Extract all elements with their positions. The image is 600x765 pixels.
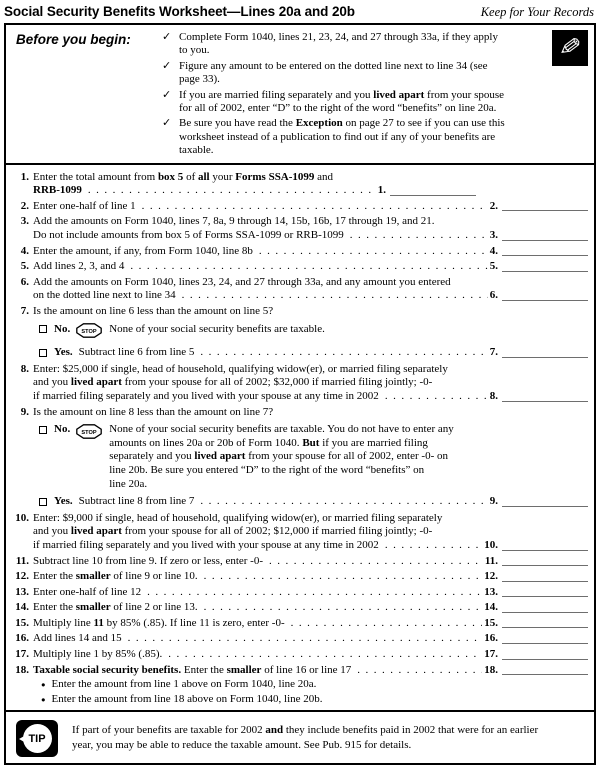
- amount-entry-line[interactable]: [502, 240, 588, 241]
- amount-entry-line[interactable]: [502, 255, 588, 256]
- bullet-text: Enter the amount from line 18 above on Form 1040, line 20b.: [51, 692, 323, 705]
- line-number: 14.: [15, 601, 29, 614]
- dot-leader: [291, 617, 483, 631]
- pencil-icon: ✎: [552, 30, 588, 66]
- item-text: Enter one-half of line 1: [33, 199, 136, 212]
- dot-leader: [269, 555, 483, 569]
- worksheet-line-17: [10, 648, 588, 662]
- entry-row: [33, 289, 588, 303]
- line-body: [33, 305, 588, 361]
- line-body: [33, 245, 588, 259]
- dot-leader: [88, 184, 376, 198]
- check-icon: ✓: [162, 88, 172, 101]
- before-checklist: [162, 31, 586, 160]
- worksheet-line-9: [10, 406, 588, 510]
- worksheet-line-5: [10, 260, 588, 274]
- entry-label: 18.: [484, 663, 498, 676]
- line-body: [33, 648, 588, 662]
- amount-entry-line[interactable]: [502, 612, 588, 613]
- entry-label: 2.: [489, 199, 498, 212]
- item-text-line: and you lived apart from your spouse for all of 2002; $32,000 if married filing jointly; -0-: [33, 376, 433, 389]
- entry-row: [33, 539, 588, 553]
- entry-row: [33, 245, 588, 259]
- item-text: Do not include amounts from box 5 of Forms SSA-1099 or RRB-1099: [33, 229, 344, 242]
- worksheet-line-13: [10, 586, 588, 600]
- line-number: 1.: [20, 170, 29, 183]
- worksheet-line-16: [10, 632, 588, 646]
- yes-text: Subtract line 8 from line 7: [78, 495, 195, 508]
- line-body: [33, 632, 588, 646]
- line-number: 10.: [15, 511, 29, 524]
- line-body: [33, 276, 588, 303]
- amount-entry-line[interactable]: [502, 300, 588, 301]
- line-body: [33, 215, 588, 242]
- entry-row: [33, 184, 588, 198]
- line-number: 6.: [20, 275, 29, 288]
- dot-leader: [204, 601, 483, 615]
- worksheet-line-2: [10, 200, 588, 214]
- amount-entry-line[interactable]: [502, 674, 588, 675]
- entry-label: 4.: [489, 244, 498, 257]
- before-item-text: If you are married filing separately and you lived apart from your spouse for all of 2002, enter “D” to the right of the word “benefits” on line 20a.: [179, 88, 505, 115]
- entry-row: [33, 200, 588, 214]
- entry-row: [33, 229, 588, 243]
- amount-entry-line[interactable]: [502, 401, 588, 402]
- entry-row: [33, 390, 588, 404]
- line-number: 15.: [15, 616, 29, 629]
- before-item: [162, 117, 586, 157]
- entry-row: [33, 555, 588, 569]
- bullet-icon: ●: [41, 680, 46, 690]
- entry-label: 1.: [377, 184, 386, 197]
- amount-entry-line[interactable]: [502, 210, 588, 211]
- before-you-begin-section: [6, 25, 594, 165]
- amount-entry-line[interactable]: [502, 271, 588, 272]
- item-text-line: Enter the total amount from box 5 of all your Forms SSA-1099 and: [33, 170, 334, 183]
- item-text: Subtract line 10 from line 9. If zero or less, enter -0-: [33, 554, 264, 567]
- dot-leader: [142, 200, 488, 214]
- worksheet-line-11: [10, 555, 588, 569]
- line-number: 8.: [20, 362, 29, 375]
- entry-label: 16.: [484, 632, 498, 645]
- worksheet-line-6: [10, 276, 588, 303]
- worksheet-line-18: [10, 664, 588, 707]
- line-number: 13.: [15, 585, 29, 598]
- amount-entry-line[interactable]: [502, 550, 588, 551]
- page-title: Social Security Benefits Worksheet—Lines 20a and 20b: [4, 4, 355, 19]
- entry-row: [33, 570, 588, 584]
- item-text: if married filing separately and you lived with your spouse at any time in 2002: [33, 538, 379, 551]
- bullet-text: Enter the amount from line 1 above on Form 1040, line 20a.: [51, 678, 317, 691]
- line-body: [33, 406, 588, 510]
- line-number: 12.: [15, 570, 29, 583]
- entry-label: 3.: [489, 229, 498, 242]
- item-text: on the dotted line next to line 34: [33, 289, 176, 302]
- yes-label: Yes.: [54, 346, 73, 359]
- line-number: 9.: [20, 405, 29, 418]
- entry-row: [33, 664, 588, 678]
- entry-label: 14.: [484, 601, 498, 614]
- line-number: 2.: [20, 199, 29, 212]
- worksheet-line-14: [10, 601, 588, 615]
- item-text-line: Add the amounts on Form 1040, lines 23, 24, and 27 through 33a, and any amount you entered: [33, 275, 451, 288]
- entry-label: 5.: [489, 260, 498, 273]
- worksheet-line-12: [10, 570, 588, 584]
- entry-row: [33, 601, 588, 615]
- item-text: Enter the smaller of line 9 or line 10.: [33, 570, 198, 583]
- no-checkbox[interactable]: [39, 426, 47, 434]
- yes-label: Yes.: [54, 495, 73, 508]
- entry-label: 12.: [484, 570, 498, 583]
- dot-leader: [130, 260, 487, 274]
- item-text-line: and you lived apart from your spouse for all of 2002; $12,000 if married filing jointly; -0-: [33, 525, 433, 538]
- item-text: RRB-1099: [33, 184, 82, 197]
- no-label: No.: [54, 322, 71, 335]
- stop-icon: [76, 323, 102, 343]
- dot-leader: [204, 570, 483, 584]
- item-text: Multiply line 1 by 85% (.85).: [33, 648, 163, 661]
- no-checkbox[interactable]: [39, 325, 47, 333]
- worksheet-lines-list: [6, 165, 594, 713]
- line-number: 18.: [15, 663, 29, 676]
- dot-leader: [200, 495, 487, 509]
- before-item: [162, 31, 586, 58]
- worksheet-box: [4, 23, 596, 765]
- before-you-begin-label: Before you begin:: [16, 32, 131, 47]
- before-item: [162, 89, 586, 116]
- amount-entry-line[interactable]: [502, 627, 588, 628]
- entry-row: [33, 617, 588, 631]
- amount-entry-line[interactable]: [502, 643, 588, 644]
- dot-leader: [357, 664, 482, 678]
- line-body: [33, 664, 588, 707]
- worksheet-line-10: [10, 512, 588, 553]
- line-number: 16.: [15, 632, 29, 645]
- entry-label: 15.: [484, 616, 498, 629]
- line-number: 5.: [20, 260, 29, 273]
- check-icon: ✓: [162, 59, 172, 72]
- entry-row: [33, 632, 588, 646]
- dot-leader: [350, 229, 488, 243]
- amount-entry-line[interactable]: [502, 659, 588, 660]
- bullet-icon: ●: [41, 694, 46, 704]
- tip-icon: [16, 720, 58, 757]
- line-body: [33, 363, 588, 404]
- tip-icon-label: TIP: [28, 732, 46, 745]
- no-label: No.: [54, 423, 71, 436]
- worksheet-line-7: [10, 305, 588, 361]
- yes-checkbox[interactable]: [39, 349, 47, 357]
- entry-label: 13.: [484, 585, 498, 598]
- entry-label: 7.: [489, 346, 498, 359]
- amount-entry-line[interactable]: [502, 357, 588, 358]
- worksheet-line-4: [10, 245, 588, 259]
- before-item-text: Figure any amount to be entered on the dotted line next to line 34 (see page 33).: [179, 59, 488, 86]
- dot-leader: [147, 586, 482, 600]
- page-header: [0, 0, 600, 23]
- entry-label: 6.: [489, 289, 498, 302]
- worksheet-line-3: [10, 215, 588, 242]
- amount-entry-line[interactable]: [502, 565, 588, 566]
- keep-for-records-note: Keep for Your Records: [480, 5, 594, 19]
- entry-label: 8.: [489, 389, 498, 402]
- yes-checkbox[interactable]: [39, 498, 47, 506]
- line-number: 17.: [15, 648, 29, 661]
- line-body: [33, 617, 588, 631]
- dot-leader: [200, 346, 487, 360]
- entry-label: 17.: [484, 648, 498, 661]
- item-text-line: Enter: $9,000 if single, head of household, qualifying widow(er), or married filing separately: [33, 511, 443, 524]
- item-text: Taxable social security benefits. Enter the smaller of line 16 or line 17: [33, 663, 352, 676]
- item-text: Multiply line 11 by 85% (.85). If line 11 is zero, enter -0-: [33, 616, 285, 629]
- dot-leader: [385, 539, 482, 553]
- worksheet-line-8: [10, 363, 588, 404]
- check-icon: ✓: [162, 31, 172, 43]
- before-item: [162, 60, 586, 87]
- entry-row: [33, 648, 588, 662]
- line-body: [33, 555, 588, 569]
- check-icon: ✓: [162, 117, 172, 130]
- item-text: Enter one-half of line 12: [33, 585, 142, 598]
- dot-leader: [385, 390, 488, 404]
- line-number: 7.: [20, 305, 29, 317]
- entry-label: 11.: [484, 554, 498, 567]
- line-body: [33, 171, 588, 198]
- item-text-line: Add the amounts on Form 1040, lines 7, 8a, 9 through 14, 15b, 16b, 17 through 19, and 21.: [33, 215, 435, 228]
- line-body: [33, 601, 588, 615]
- entry-label: 10.: [484, 538, 498, 551]
- line-body: [33, 512, 588, 553]
- line-body: [33, 260, 588, 274]
- question-text: Is the amount on line 8 less than the amount on line 7?: [33, 405, 274, 418]
- line-body: [33, 200, 588, 214]
- line-number: 11.: [15, 554, 29, 567]
- instruction-bullet: [41, 693, 588, 707]
- entry-row: [33, 260, 588, 274]
- amount-entry-line[interactable]: [502, 581, 588, 582]
- dot-leader: [168, 648, 482, 662]
- item-text: Add lines 14 and 15: [33, 632, 122, 645]
- line-number: 4.: [20, 244, 29, 257]
- yes-option: [39, 346, 588, 360]
- item-text-line: Enter: $25,000 if single, head of household, qualifying widow(er), or married filing separately: [33, 362, 448, 375]
- before-item-text: Complete Form 1040, lines 21, 23, 24, and 27 through 33a, if they apply to you.: [179, 31, 498, 57]
- no-option: [39, 423, 588, 491]
- no-text: None of your social security benefits are taxable. You do not have to enter any amounts on lines 20a or 20b of Form 1040. But if you are married filing separately and you lived apart from your spouse for all of 2002, enter -0- on line 20b. Be sure you entered “D” to the right of the word “benefits” on line 20a.: [109, 423, 454, 490]
- item-text: if married filing separately and you lived with your spouse at any time in 2002: [33, 389, 379, 402]
- stop-icon: [76, 424, 102, 444]
- amount-entry-line[interactable]: [502, 506, 588, 507]
- item-text: Enter the amount, if any, from Form 1040, line 8b: [33, 244, 253, 257]
- no-option: [39, 323, 588, 343]
- tip-text: If part of your benefits are taxable for 2002 and they include benefits paid in 2002 that were for an earlier year, you may be able to reduce the taxable amount. See Pub. 915 for details.: [72, 724, 539, 752]
- entry-label: 9.: [489, 495, 498, 508]
- line-body: [33, 570, 588, 584]
- worksheet-line-1: [10, 171, 588, 198]
- entry-row: [33, 586, 588, 600]
- before-item-text: Be sure you have read the Exception on page 27 to see if you can use this worksheet instead of a publication to find out if any of your benefits are taxable.: [179, 117, 505, 157]
- item-text: Enter the smaller of line 2 or line 13.: [33, 601, 198, 614]
- yes-text: Subtract line 6 from line 5: [78, 346, 195, 359]
- amount-entry-line[interactable]: [502, 596, 588, 597]
- yes-option: [39, 495, 588, 509]
- svg-text:STOP: STOP: [81, 429, 97, 436]
- item-text: Add lines 2, 3, and 4: [33, 260, 125, 273]
- svg-text:STOP: STOP: [81, 328, 97, 335]
- question-text: Is the amount on line 6 less than the amount on line 5?: [33, 305, 274, 317]
- dot-leader: [128, 632, 483, 646]
- worksheet-line-15: [10, 617, 588, 631]
- dot-leader: [259, 245, 488, 259]
- line-body: [33, 586, 588, 600]
- instruction-bullet: [41, 678, 588, 692]
- line-number: 3.: [20, 215, 29, 228]
- dot-leader: [182, 289, 488, 303]
- tip-icon-pointer: [19, 735, 26, 743]
- no-text: None of your social security benefits are taxable.: [109, 322, 325, 335]
- amount-entry-line[interactable]: [390, 195, 476, 196]
